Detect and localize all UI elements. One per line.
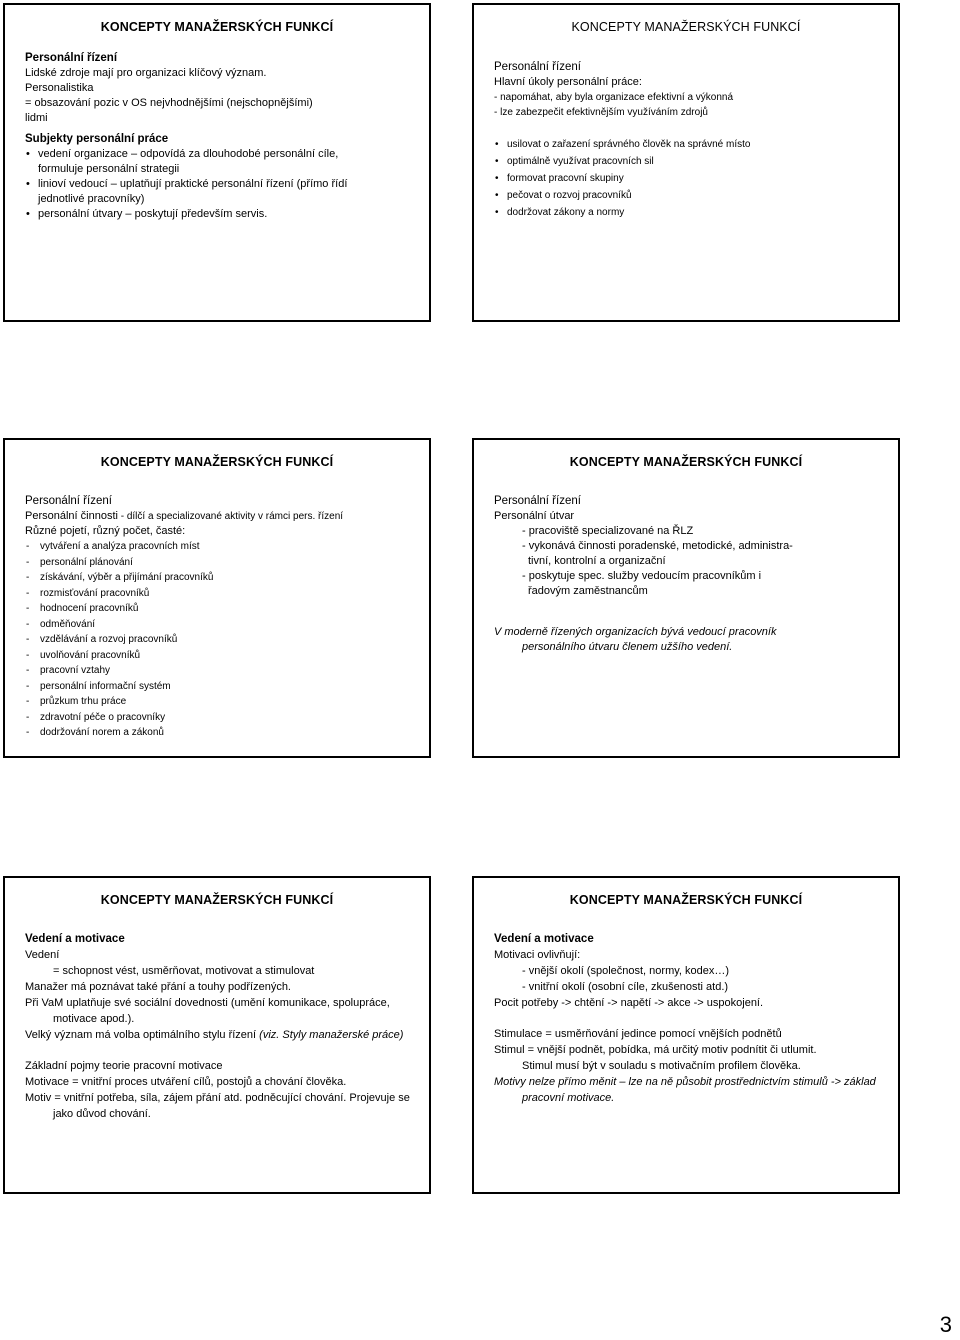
- slide-heading: Personální řízení: [494, 61, 581, 73]
- text-line: = obsazování pozic v OS nejvhodnějšími (nejschopnějšími): [25, 97, 313, 109]
- list-item: - pracovní vztahy: [25, 663, 415, 679]
- bullet-item: • optimálně využívat pracovních sil: [494, 153, 884, 170]
- text-line: personálního útvaru členem užšího vedení.: [522, 641, 733, 653]
- list-item: - dodržování norem a zákonů: [25, 725, 415, 741]
- text-line: Manažer má poznávat také přání a touhy podřízených.: [25, 981, 291, 993]
- text-line: Různé pojetí, různý počet, časté:: [25, 525, 186, 537]
- slide-3: [3, 438, 431, 758]
- text-line: Hlavní úkoly personální práce:: [494, 76, 642, 88]
- slide-title: KONCEPTY MANAŽERSKÝCH FUNKCÍ: [571, 20, 801, 34]
- text-line: = schopnost vést, usměrňovat, motivovat a stimulovat: [53, 965, 315, 977]
- text-line: Stimul musí být v souladu s motivačním profilem člověka.: [522, 1060, 801, 1072]
- text-line: lidmi: [25, 112, 48, 124]
- slide-title: KONCEPTY MANAŽERSKÝCH FUNKCÍ: [100, 455, 334, 469]
- text-line: Při VaM uplatňuje své sociální dovednosti (umění komunikace, spolupráce, motivace apod.).: [25, 997, 390, 1025]
- slide-title: KONCEPTY MANAŽERSKÝCH FUNKCÍ: [100, 20, 334, 34]
- text-line: Motivy nelze přímo měnit – lze na ně působit prostřednictvím stimulů -> základ pracovní motivace.: [494, 1076, 876, 1104]
- bullet-item: • usilovat o zařazení správného člověk na správné místo: [494, 136, 884, 153]
- text-line: Pocit potřeby -> chtění -> napětí -> akce -> uspokojení.: [494, 997, 764, 1009]
- slide-4: [472, 438, 900, 758]
- list-item: - hodnocení pracovníků: [25, 601, 415, 617]
- bullet-item: • dodržovat zákony a normy: [494, 204, 884, 221]
- list-item: - personální plánování: [25, 555, 415, 571]
- text-line: Personální činnosti: [25, 510, 118, 522]
- list-item: - vytváření a analýza pracovních míst: [25, 539, 415, 555]
- slide-6: [472, 876, 900, 1194]
- text-line: (viz. Styly manažerské práce): [259, 1029, 404, 1041]
- text-line: Motivace = vnitřní proces utváření cílů, postojů a chování člověka.: [25, 1076, 347, 1088]
- list-item: - personální informační systém: [25, 679, 415, 695]
- slide-heading: Personální řízení: [25, 52, 118, 64]
- list-item: - odměňování: [25, 617, 415, 633]
- text-line: - pracoviště specializované na ŘLZ: [522, 525, 694, 537]
- text-line: - vnější okolí (společnost, normy, kodex…): [522, 965, 730, 977]
- slide-heading: Vedení a motivace: [25, 933, 125, 945]
- bullet-item: • linioví vedoucí – uplatňují praktické personální řízení (přímo řídí jednotlivé pracovníky): [25, 177, 355, 207]
- slide-title: KONCEPTY MANAŽERSKÝCH FUNKCÍ: [100, 893, 334, 907]
- text-line: Vedení: [25, 949, 60, 961]
- text-line: - vnitřní okolí (osobní cíle, zkušenosti atd.): [522, 981, 729, 993]
- text-line: Stimul = vnější podnět, pobídka, má určitý motiv podnítit či utlumit.: [494, 1044, 817, 1056]
- text-line: - vykonává činnosti poradenské, metodické, administra-: [522, 540, 793, 552]
- text-line: Personální útvar: [494, 510, 575, 522]
- text-line: Stimulace = usměrňování jedince pomocí vnějších podnětů: [494, 1028, 782, 1040]
- slide-title: KONCEPTY MANAŽERSKÝCH FUNKCÍ: [569, 455, 803, 469]
- text-line: řadovým zaměstnancům: [528, 585, 648, 597]
- text-line: Personalistika: [25, 82, 94, 94]
- text-line: Velký význam má volba optimálního stylu řízení: [25, 1029, 260, 1041]
- bullet-item: • formovat pracovní skupiny: [494, 170, 884, 187]
- list-item: - uvolňování pracovníků: [25, 648, 415, 664]
- slide-2: [472, 3, 900, 322]
- text-line: - lze zabezpečit efektivnějším využíváním zdrojů: [494, 107, 708, 118]
- list-item: - vzdělávání a rozvoj pracovníků: [25, 632, 415, 648]
- slide-5: [3, 876, 431, 1194]
- text-line: Základní pojmy teorie pracovní motivace: [25, 1060, 223, 1072]
- text-line: - napomáhat, aby byla organizace efektivní a výkonná: [494, 92, 734, 103]
- list-item: - získávání, výběr a přijímání pracovníků: [25, 570, 415, 586]
- text-line: Motiv = vnitřní potřeba, síla, zájem přání atd. podněcující chování. Projevuje se jako důvod chování.: [25, 1092, 410, 1120]
- page-number: 3: [939, 1312, 952, 1337]
- bullet-item: • vedení organizace – odpovídá za dlouhodobé personální cíle, formuluje personální strategii: [25, 147, 355, 177]
- text-line: tivní, kontrolní a organizační: [528, 555, 666, 567]
- slide-heading: Vedení a motivace: [494, 933, 594, 945]
- text-line: Motivaci ovlivňují:: [494, 949, 581, 961]
- slide-subheading: Subjekty personální práce: [25, 133, 169, 145]
- slide-1: [3, 3, 431, 322]
- slide-heading: Personální řízení: [25, 495, 112, 507]
- text-line: - poskytuje spec. služby vedoucím pracovníkům i: [522, 570, 762, 582]
- list-item: - průzkum trhu práce: [25, 694, 415, 710]
- bullet-item: • personální útvary – poskytují především servis.: [25, 207, 355, 222]
- slide-title: KONCEPTY MANAŽERSKÝCH FUNKCÍ: [569, 893, 803, 907]
- list-item: - rozmisťování pracovníků: [25, 586, 415, 602]
- text-line: V moderně řízených organizacích bývá vedoucí pracovník: [494, 626, 777, 638]
- list-item: - zdravotní péče o pracovníky: [25, 710, 415, 726]
- slide-heading: Personální řízení: [494, 495, 581, 507]
- bullet-item: • pečovat o rozvoj pracovníků: [494, 187, 884, 204]
- text-line: - dílčí a specializované aktivity v rámci pers. řízení: [117, 511, 344, 522]
- text-line: Lidské zdroje mají pro organizaci klíčový význam.: [25, 67, 267, 79]
